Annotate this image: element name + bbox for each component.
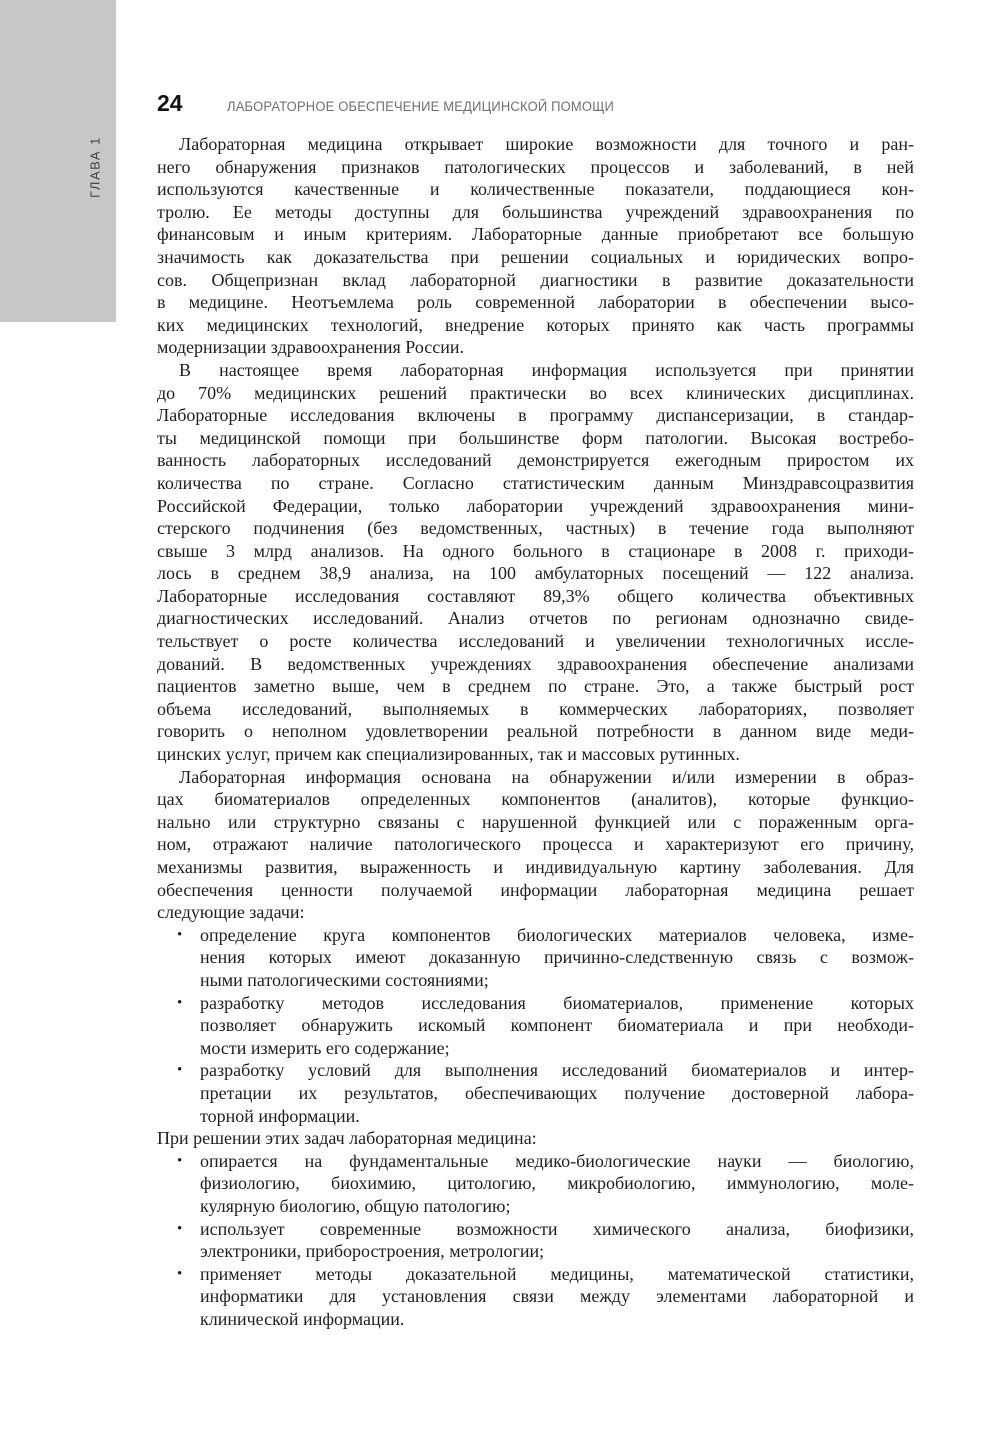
text-line: сов. Общепризнан вклад лабораторной диагностики в развитие доказательности (157, 269, 914, 290)
text-line: механизмы развития, выраженность и индивидуальную картину заболевания. Для (157, 857, 914, 877)
list-item (157, 1150, 914, 1218)
text-line: претации их результатов, обеспечивающих получение достоверной лабора- (200, 1082, 914, 1103)
bullet-text (200, 1263, 914, 1331)
bullet-list (157, 924, 914, 1127)
text-line: обеспечения ценности получаемой информации лабораторная медицина решает (157, 879, 914, 900)
text-line: мости измерить его содержание; (200, 1037, 450, 1058)
text-line: электроники, приборостроения, метрологии; (200, 1241, 545, 1262)
text-line: модернизации здравоохранения России. (157, 337, 465, 358)
text-line: в медицине. Неотъемлема роль современной лаборатории в обеспечении высо- (157, 292, 914, 313)
bullet-text (200, 1059, 914, 1127)
text-line: цинских услуг, причем как специализированных, так и массовых рутинных. (157, 744, 740, 765)
text-line: лось в среднем 38,9 анализа, на 100 амбулаторных посещений — 122 анализа. (157, 563, 914, 584)
list-item (157, 1059, 914, 1127)
list-item (157, 1263, 914, 1331)
chapter-label: ГЛАВА 1 (87, 136, 103, 198)
text-line: цах биоматериалов определенных компонентов (аналитов), которые функцио- (157, 789, 914, 810)
text-line: информатики для установления связи между элементами лабораторной и (200, 1286, 914, 1307)
text-line: финансовым и иным критериям. Лабораторные данные приобретают все большую (157, 224, 914, 245)
text-line: до 70% медицинских решений практически во всех клинических дисциплинах. (157, 382, 914, 403)
text-line: используются качественные и количественные показатели, поддающиеся кон- (157, 179, 914, 200)
text-line: говорить о неполном удовлетворении реальной потребности в данном виде меди- (157, 721, 914, 742)
text-line: опирается на фундаментальные медико-биологические науки — биологию, (200, 1150, 914, 1171)
paragraph (157, 359, 914, 766)
text-line: ными патологическими состояниями; (200, 969, 489, 990)
bullet-icon: • (177, 1152, 183, 1169)
page-header (157, 90, 914, 117)
text-line: позволяет обнаружить искомый компонент биоматериала и при необходи- (200, 1015, 914, 1036)
text-line: ты медицинской помощи при большинстве форм патологии. Высокая востребо- (157, 427, 914, 448)
text-line: нения которых имеют доказанную причинно-следственную связь с возмож- (200, 947, 914, 968)
text-line: нально или структурно связаны с нарушенной функцией или с пораженным орга- (157, 811, 914, 832)
text-line: тельствует о росте количества исследований и увеличении технологичных иссле- (157, 631, 914, 652)
text-line: разработку условий для выполнения исследований биоматериалов и интер- (200, 1060, 914, 1081)
text-line: торной информации. (200, 1105, 360, 1126)
text-line: клинической информации. (200, 1308, 405, 1329)
text-line: применяет методы доказательной медицины, математической статистики, (200, 1263, 914, 1284)
text-line: следующие задачи: (157, 902, 305, 923)
text-line: физиологию, биохимию, цитологию, микробиологию, иммунологию, моле- (200, 1173, 914, 1194)
bullet-icon: • (177, 1062, 183, 1079)
text-line: свыше 3 млрд анализов. На одного больного в стационаре в 2008 г. приходи- (157, 540, 914, 561)
text-line: объема исследований, выполняемых в коммерческих лабораториях, позволяет (157, 698, 914, 719)
text-line: количества по стране. Согласно статистическим данным Минздравсоцразвития (157, 472, 914, 493)
text-line: тролю. Ее методы доступны для большинства учреждений здравоохранения по (157, 201, 914, 222)
paragraph (157, 133, 914, 359)
text-line: использует современные возможности химического анализа, биофизики, (200, 1218, 914, 1239)
bullet-text (200, 924, 914, 992)
text-line: Лабораторные исследования включены в программу диспансеризации, в стандар- (157, 405, 914, 426)
text-line: Лабораторная медицина открывает широкие возможности для точного и ран- (179, 134, 914, 154)
bullet-list (157, 1150, 914, 1331)
text-line: пациентов заметно выше, чем в среднем по стране. Это, а также быстрый рост (157, 676, 914, 697)
text-line: ном, отражают наличие патологического процесса и характеризуют его причину, (157, 834, 914, 855)
bullet-icon: • (177, 1220, 183, 1237)
list-item (157, 1218, 914, 1263)
text-line: Лабораторная информация основана на обнаружении и/или измерении в образ- (179, 766, 914, 787)
text-line: ванность лабораторных исследований демонстрируется ежегодным приростом их (157, 450, 914, 471)
text-line: значимость как доказательства при решении социальных и юридических вопро- (157, 246, 914, 267)
text-line: При решении этих задач лабораторная медицина: (157, 1128, 537, 1149)
list-item (157, 924, 914, 992)
text-line: разработку методов исследования биоматериалов, применение которых (200, 992, 914, 1013)
bullet-icon: • (177, 1265, 183, 1282)
paragraph (157, 766, 914, 924)
bullet-text (200, 1218, 914, 1263)
bullet-text (200, 1150, 914, 1218)
text-line: Российской Федерации, только лаборатории учреждений здравоохранения мини- (157, 495, 914, 516)
list-item (157, 992, 914, 1060)
text-line: ких медицинских технологий, внедрение которых принято как часть программы (157, 314, 914, 335)
text-column (157, 133, 914, 1330)
text-line: диагностических исследований. Анализ отчетов по регионам однозначно свиде- (157, 608, 914, 629)
text-line: кулярную биологию, общую патологию; (200, 1195, 511, 1216)
bullet-icon: • (177, 994, 183, 1011)
bullet-text (200, 992, 914, 1060)
text-line: определение круга компонентов биологических материалов человека, изме- (200, 924, 914, 945)
text-line: дований. В ведомственных учреждениях здравоохранения обеспечение анализами (157, 653, 914, 674)
text-line: стерского подчинения (без ведомственных, частных) в течение года выполняют (157, 518, 914, 539)
paragraph (157, 1127, 914, 1150)
text-line: него обнаружения признаков патологических процессов и заболеваний, в ней (157, 156, 914, 177)
page-number: 24 (157, 90, 183, 116)
text-line: Лабораторные исследования составляют 89,3% общего количества объективных (157, 585, 914, 606)
bullet-icon: • (177, 926, 183, 943)
text-line: В настоящее время лабораторная информация используется при принятии (179, 359, 914, 380)
running-title: ЛАБОРАТОРНОЕ ОБЕСПЕЧЕНИЕ МЕДИЦИНСКОЙ ПОМОЩИ (226, 99, 614, 114)
